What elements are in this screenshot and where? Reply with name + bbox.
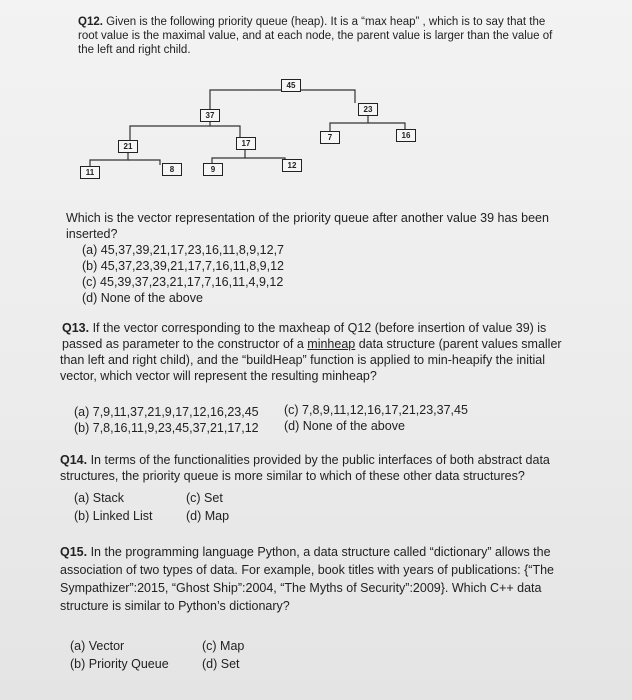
q13-option-a: (a) 7,9,11,37,21,9,17,12,16,23,45 — [74, 405, 259, 419]
q12-question-line-1: Which is the vector representation of the priority queue after another value 39 has been — [66, 211, 549, 225]
q13-line-1-text: If the vector corresponding to the maxheap of Q12 (before insertion of value 39) is — [89, 321, 547, 335]
q12-option-d: (d) None of the above — [82, 291, 203, 305]
q13-option-d: (d) None of the above — [284, 419, 405, 433]
heap-node-37: 37 — [200, 109, 220, 122]
heap-node-11: 11 — [80, 166, 100, 179]
q15-option-b: (b) Priority Queue — [70, 657, 169, 671]
q12-number: Q12. — [78, 16, 103, 28]
q12-question-line-2: inserted? — [66, 227, 118, 241]
q12-line-3: the left and right child. — [78, 44, 191, 56]
q13-option-c: (c) 7,8,9,11,12,16,17,21,23,37,45 — [284, 403, 468, 417]
q13-option-b: (b) 7,8,16,11,9,23,45,37,21,17,12 — [74, 421, 259, 435]
q13-line-4: vector, which vector will represent the resulting minheap? — [60, 369, 377, 383]
q13-line-2-post: data structure (parent values smaller — [355, 337, 562, 351]
q15-option-c: (c) Map — [202, 639, 245, 653]
q14-option-c: (c) Set — [186, 491, 223, 505]
heap-node-8: 8 — [162, 163, 182, 176]
q14-number: Q14. — [60, 453, 88, 467]
q12-option-a: (a) 45,37,39,21,17,23,16,11,8,9,12,7 — [82, 243, 285, 257]
q15-line-3: Sympathizer”:2015, “Ghost Ship”:2004, “The Myths of Security”:2009}. Which C++ data — [60, 581, 542, 595]
q13-number: Q13. — [62, 321, 90, 335]
q14-option-b: (b) Linked List — [74, 509, 153, 523]
q13-line-2-pre: passed as parameter to the constructor of a — [62, 337, 308, 351]
q15-line-4: structure is similar to Python’s dictionary? — [60, 599, 290, 613]
q15-line-1 — [60, 544, 551, 560]
heap-node-12: 12 — [282, 159, 302, 172]
q12-option-b: (b) 45,37,23,39,21,17,7,16,11,8,9,12 — [82, 259, 285, 273]
q13-line-1 — [62, 320, 546, 336]
q14-option-a: (a) Stack — [74, 491, 125, 505]
q15-line-1-text: In the programming language Python, a data structure called “dictionary” allows the — [87, 545, 551, 559]
q15-number: Q15. — [60, 545, 88, 559]
heap-node-7: 7 — [320, 131, 340, 144]
q12-option-c: (c) 45,39,37,23,21,17,7,16,11,4,9,12 — [82, 275, 284, 289]
q12-line-2: root value is the maximal value, and at each node, the parent value is larger than the value of — [78, 30, 553, 42]
q13-line-2 — [62, 336, 562, 352]
q13-line-3: than left and right child), and the “buildHeap” function is applied to min-heapify the initial — [60, 353, 546, 367]
q14-line-2: structures, the priority queue is more similar to which of these other data structures? — [60, 469, 525, 483]
heap-node-17: 17 — [236, 137, 256, 150]
heap-node-16: 16 — [396, 129, 416, 142]
q15-line-2: association of two types of data. For example, book titles with years of publications: {“The — [60, 563, 555, 577]
q12-line-1-text: Given is the following priority queue (heap). It is a “max heap” , which is to say that the — [102, 16, 546, 28]
q14-line-1 — [60, 452, 550, 468]
heap-node-23: 23 — [358, 103, 378, 116]
q15-option-d: (d) Set — [202, 657, 240, 671]
q15-option-a: (a) Vector — [70, 639, 125, 653]
q14-option-d: (d) Map — [186, 509, 230, 523]
q13-minheap-underlined: minheap — [307, 337, 356, 351]
heap-node-45: 45 — [281, 79, 301, 92]
q14-line-1-text: In terms of the functionalities provided by the public interfaces of both abstract data — [87, 453, 550, 467]
heap-node-21: 21 — [118, 140, 138, 153]
heap-node-9: 9 — [203, 163, 223, 176]
